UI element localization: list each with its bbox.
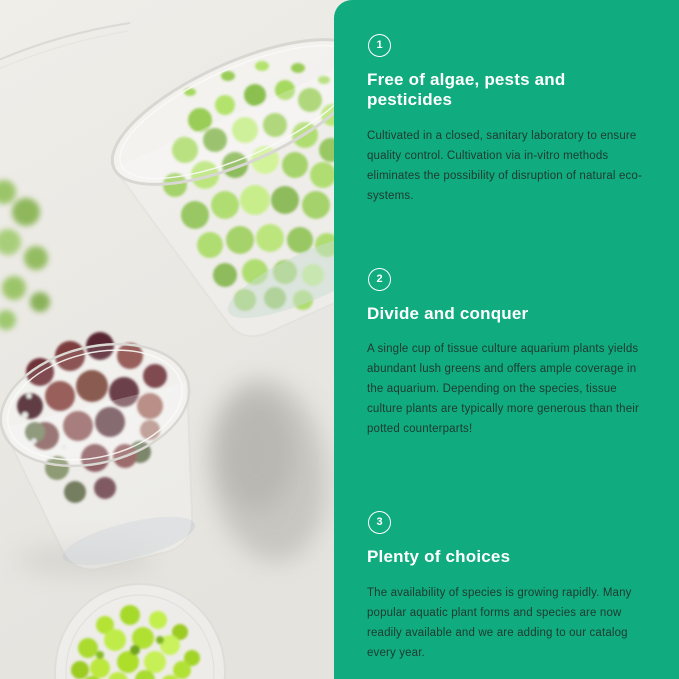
step-number-badge: 3 (368, 511, 391, 534)
benefit-section-1 (367, 34, 653, 206)
benefit-section-2 (367, 268, 653, 439)
benefit-section-3 (367, 511, 653, 662)
benefits-panel (334, 0, 679, 679)
benefit-description: The availability of species is growing rapidly. Many popular aquatic plant forms and species are now readily available and we are adding to our catalog every year. (367, 586, 632, 659)
benefit-description: Cultivated in a closed, sanitary laboratory to ensure quality control. Cultivation via in-vitro methods eliminates the possibility of disruption of natural eco-systems. (367, 129, 642, 202)
step-number-badge: 1 (368, 34, 391, 57)
benefit-description: A single cup of tissue culture aquarium plants yields abundant lush greens and offers ample coverage in the aquarium. Depending on the species, tissue culture plants are typically more generous than their potted counterparts! (367, 343, 639, 436)
step-number-badge: 2 (368, 268, 391, 291)
benefit-title: Divide and conquer (367, 303, 529, 323)
benefit-title: Free of algae, pests and pesticides (367, 70, 566, 110)
benefit-title: Plenty of choices (367, 547, 511, 567)
